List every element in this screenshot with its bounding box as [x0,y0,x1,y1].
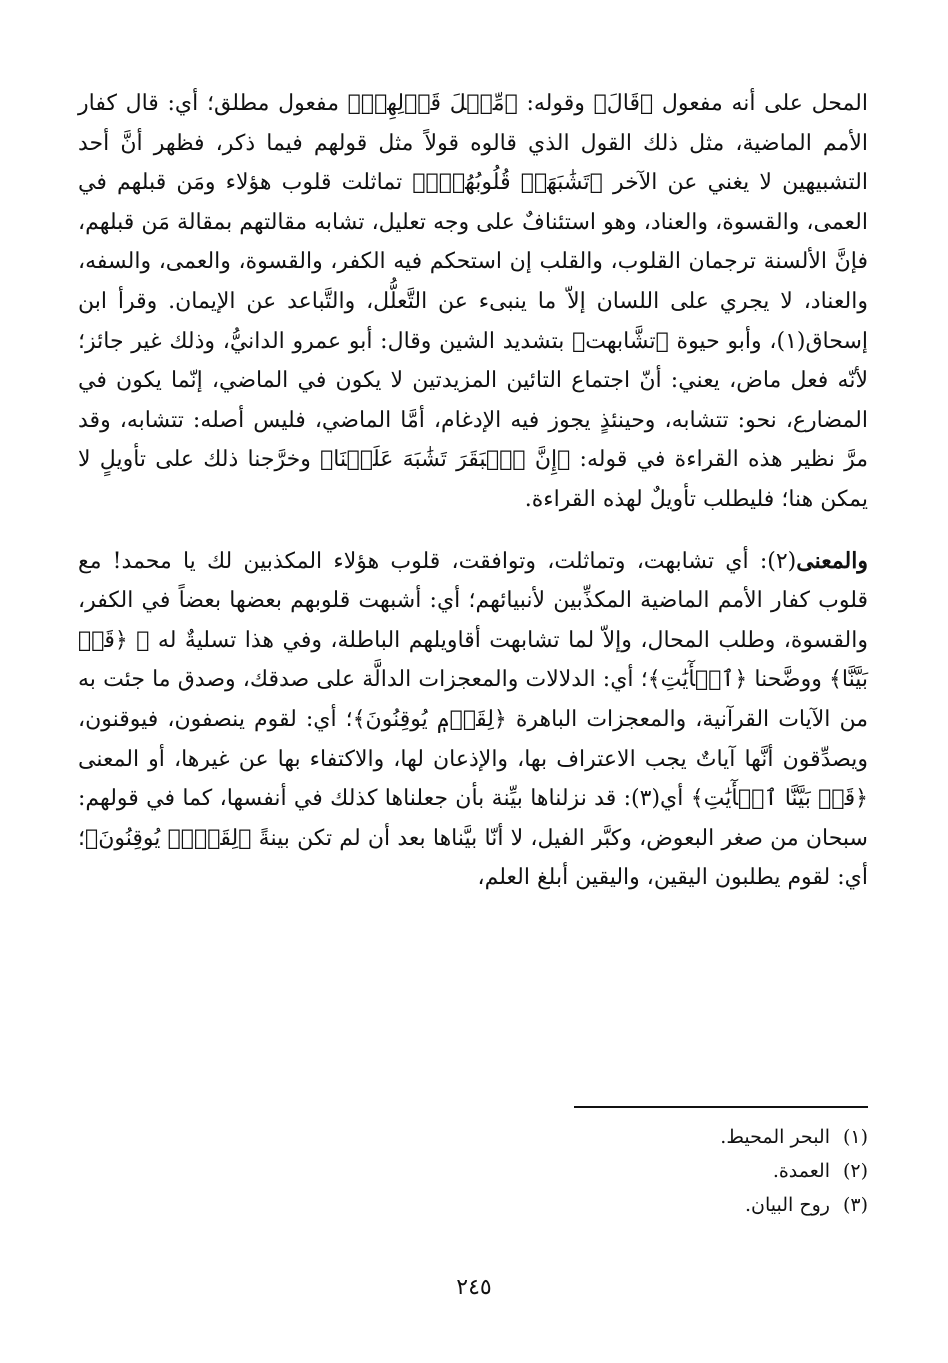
footnote-number: (١) [842,1126,868,1148]
footnote-divider [574,1106,868,1108]
footnote-text: البحر المحيط. [720,1126,830,1148]
paragraph-1: المحل على أنه مفعول ﴿قَالَ﴾ وقوله: ﴿مِّثۡلَ قَوۡلِهِمۡ﴾ مفعول مطلق؛ أي: قال كفار الأمم الماضية، مثل ذلك القول الذي قالوه قولاً مثل قولهم فيما ذكر، فظهر أنَّ أحد التشبيهين لا يغني عن الآخر ﴿تَشَٰبَهَتۡ قُلُوبُهُمۡۗ﴾ تماثلت قلوب هؤلاء ومَن قبلهم في العمى، والقسوة، والعناد، وهو استئنافٌ على وجه تعليل، تشابه مقالتهم بمقالة مَن قبلهم، فإنَّ الألسنة ترجمان القلوب، والقلب إن استحكم فيه الكفر، والقسوة، والعمى، والسفه، والعناد، لا يجري على اللسان إلاّ ما ينبىء عن التَّعلُّل، والتَّباعد عن الإيمان. وقرأ ابن إسحاق(١)، وأبو حيوة ﴿تشَّابهت﴾ بتشديد الشين وقال: أبو عمرو الدانيُّ، وذلك غير جائز؛ لأنّه فعل ماض، يعني: أنّ اجتماع التائين المزيدتين لا يكون في الماضي، إنّما يكون في المضارع، نحو: تتشابه، وحينئذٍ يجوز فيه الإدغام، أمَّا الماضي، فليس أصله: تتشابه، وقد مرَّ نظير هذه القراءة في قوله: ﴿إِنَّ ٱلۡبَقَرَ تَشَٰبَهَ عَلَيۡنَا﴾ وخرَّجنا ذلك على تأويلٍ لا يمكن هنا؛ فليطلب تأويلٌ لهذه القراءة. [78,91,868,512]
footnote-item [368,1188,868,1222]
paragraph-2 [78,542,868,898]
footnote-text: روح البيان. [745,1194,830,1216]
footnote-text: العمدة. [772,1160,830,1182]
footnotes [368,1120,868,1222]
footnote-item [368,1120,868,1154]
page-number: ٢٤٥ [456,1275,492,1300]
paragraph-2-text: (٢): أي تشابهت، وتماثلت، وتوافقت، قلوب هؤلاء المكذبين لك يا محمد! مع قلوب كفار الأمم الماضية المكذِّبين لأنبيائهم؛ أي: أشبهت قلوبهم بعضها بعضاً في الكفر، والقسوة، وطلب المحال، وإلاّ لما تشابهت أقاويلهم الباطلة، وفي هذا تسليةٌ له ﷺ ﴿قَدۡ بَيَّنَّا﴾ ووضَّحنا ﴿ٱلۡأٓيَٰتِ﴾؛ أي: الدلالات والمعجزات الدالَّة على صدقك، وصدق ما جئت به من الآيات القرآنية، والمعجزات الباهرة ﴿لِقَوۡمٖ يُوقِنُونَ﴾؛ أي: لقوم ينصفون، فيوقنون، ويصدِّقون أنَّها آياتٌ يجب الاعتراف بها، والإذعان لها، والاكتفاء بها عن غيرها، أو المعنى ﴿قَدۡ بَيَّنَّا ٱلۡأٓيَٰتِ﴾ أي(٣): قد نزلناها بيِّنة بأن جعلناها كذلك في أنفسها، كما في قولهم: سبحان من صغر البعوض، وكبَّر الفيل، لا أنّا بيَّناها بعد أن لم تكن بينةً ﴿لِقَوۡمٖ يُوقِنُونَ﴾؛ أي: لقوم يطلبون اليقين، واليقين أبلغ العلم، [78,548,868,891]
footnote-number: (٣) [842,1194,868,1216]
main-text [78,84,868,898]
paragraph-2-lead: والمعنى [796,547,868,574]
footnote-number: (٢) [842,1160,868,1182]
footnote-item [368,1154,868,1188]
